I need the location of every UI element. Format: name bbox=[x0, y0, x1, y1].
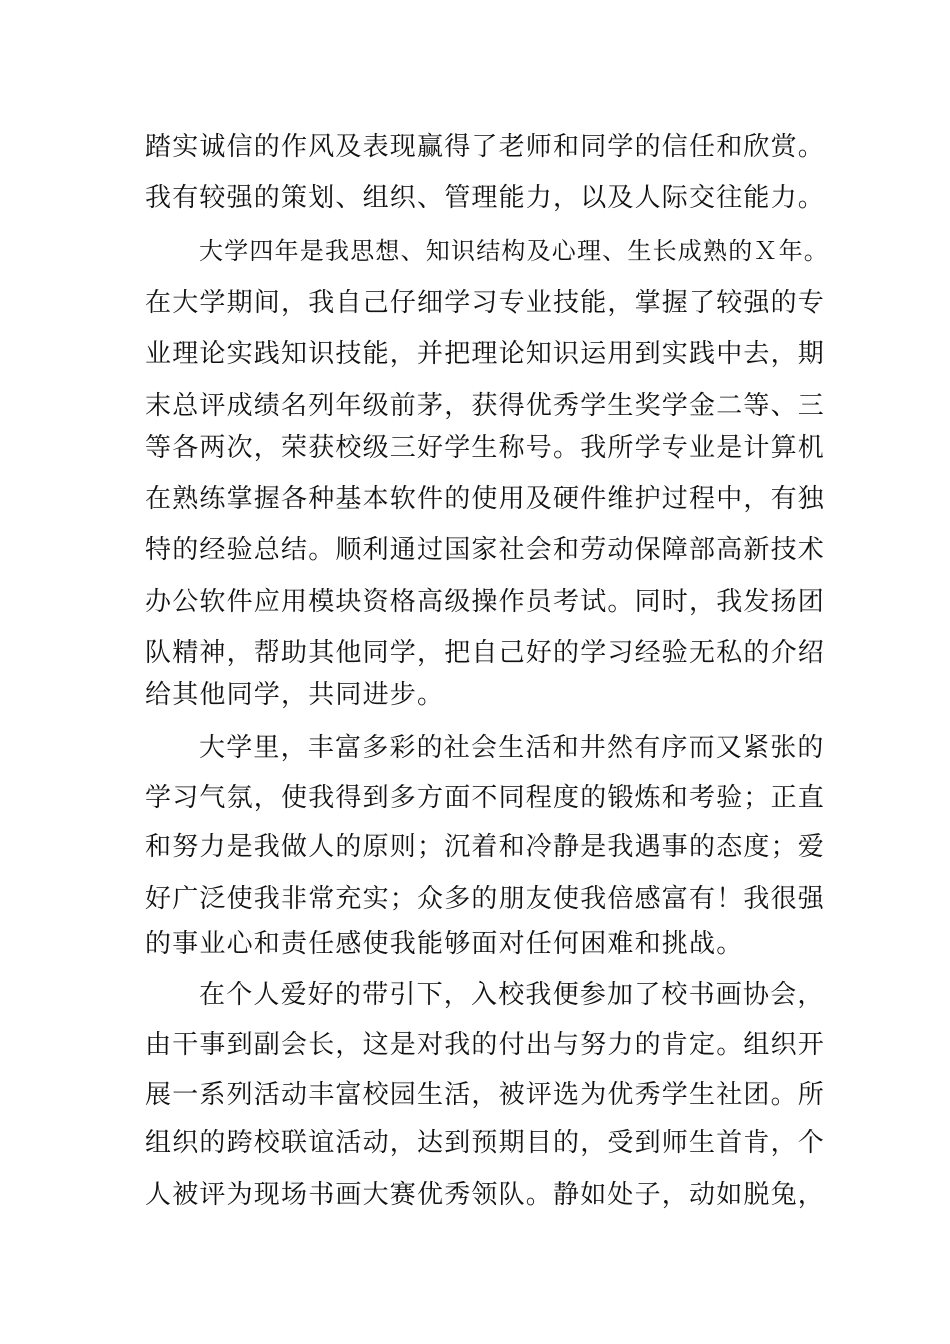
text-line: 好广泛使我非常充实；众多的朋友使我倍感富有！我很强 bbox=[145, 884, 826, 914]
text-line: 特的经验总结。顺利通过国家社会和劳动保障部高新技术 bbox=[145, 535, 826, 565]
paragraph-first-line: 大学里，丰富多彩的社会生活和井然有序而又紧张的 bbox=[199, 733, 825, 763]
text-line: 在大学期间，我自己仔细学习专业技能，掌握了较强的专 bbox=[145, 288, 826, 318]
text-line: 展一系列活动丰富校园生活，被评选为优秀学生社团。所 bbox=[145, 1080, 826, 1110]
text-line: 在熟练掌握各种基本软件的使用及硬件维护过程中，有独 bbox=[145, 484, 826, 514]
text-line: 的事业心和责任感使我能够面对任何困难和挑战。 bbox=[145, 929, 744, 959]
text-line: 队精神，帮助其他同学，把自己好的学习经验无私的介绍 bbox=[145, 638, 826, 668]
text-line: 由干事到副会长，这是对我的付出与努力的肯定。组织开 bbox=[145, 1030, 826, 1060]
text-line: 我有较强的策划、组织、管理能力，以及人际交往能力。 bbox=[145, 183, 826, 213]
text-line: 给其他同学，共同进步。 bbox=[145, 680, 445, 710]
text-line: 人被评为现场书画大赛优秀领队。静如处子，动如脱兔， bbox=[145, 1180, 826, 1210]
text-line: 踏实诚信的作风及表现赢得了老师和同学的信任和欣赏。 bbox=[145, 132, 826, 162]
text-line: 末总评成绩名列年级前茅，获得优秀学生奖学金二等、三 bbox=[145, 391, 826, 421]
paragraph-first-line: 大学四年是我思想、知识结构及心理、生长成熟的Ｘ年。 bbox=[199, 237, 829, 265]
text-line: 和努力是我做人的原则；沉着和冷静是我遇事的态度；爱 bbox=[145, 832, 826, 862]
text-line: 办公软件应用模块资格高级操作员考试。同时，我发扬团 bbox=[145, 587, 826, 617]
text-line: 学习气氛，使我得到多方面不同程度的锻炼和考验；正直 bbox=[145, 783, 826, 813]
paragraph-first-line: 在个人爱好的带引下，入校我便参加了校书画协会， bbox=[199, 980, 825, 1010]
text-line: 组织的跨校联谊活动，达到预期目的，受到师生首肯，个 bbox=[145, 1128, 826, 1158]
text-line: 业理论实践知识技能，并把理论知识运用到实践中去，期 bbox=[145, 339, 826, 369]
text-line: 等各两次，荣获校级三好学生称号。我所学专业是计算机 bbox=[145, 433, 826, 463]
